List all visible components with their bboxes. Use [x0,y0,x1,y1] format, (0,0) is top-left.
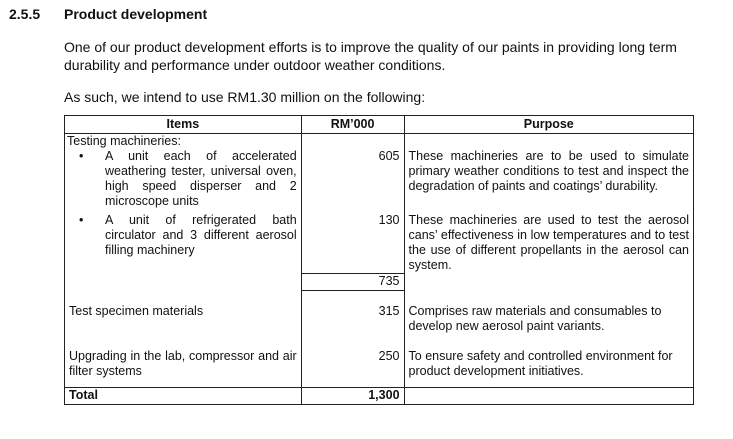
table-header-row [65,116,694,134]
total-row [65,388,694,405]
purpose-cell: Comprises raw materials and consumables to develop new aerosol paint variants. [404,304,693,334]
table-row [65,349,694,379]
item-description: A unit of refrigerated bath circulator and 3 different aerosol filling machinery [105,213,297,257]
amount-cell: 130 [301,213,404,273]
purpose-cell: To ensure safety and controlled environment for product development initiatives. [404,349,693,379]
header-items: Items [65,116,302,134]
table-row [65,149,694,213]
item-description: A unit each of accelerated weathering tester, universal oven, high speed disperser and 2 microscope units [105,149,297,208]
group-label: Testing machineries: [65,134,302,150]
budget-table [64,115,694,405]
amount-cell: 250 [301,349,404,379]
intent-paragraph: As such, we intend to use RM1.30 million on the following: [64,89,426,105]
bullet-icon: • [79,213,84,227]
list-item [69,213,297,258]
item-description: Upgrading in the lab, compressor and air filter systems [65,349,302,379]
header-amount: RM’000 [301,116,404,134]
subtotal-row [65,273,694,290]
section-number: 2.5.5 [9,6,41,22]
section-title: Product development [64,6,208,22]
purpose-cell: These machineries are to be used to simulate primary weather conditions to test and inspect the degradation of paints and coatings’ durability. [404,149,693,213]
amount-cell: 315 [301,304,404,334]
purpose-cell: These machineries are used to test the aerosol cans’ effectiveness in low temperatures and to test the use of different propellants in the aerosol can system. [404,213,693,273]
header-purpose: Purpose [404,116,693,134]
item-description: Test specimen materials [65,304,302,334]
amount-cell: 605 [301,149,404,213]
subtotal-amount: 735 [301,273,404,290]
table-row [65,304,694,334]
total-label: Total [65,388,302,405]
bullet-icon: • [79,149,84,163]
list-item [69,149,297,209]
table-row [65,134,694,150]
total-amount: 1,300 [301,388,404,405]
intro-paragraph: One of our product development efforts is to improve the quality of our paints in providing long term durability and performance under outdoor weather conditions. [64,39,677,73]
table-row [65,213,694,273]
